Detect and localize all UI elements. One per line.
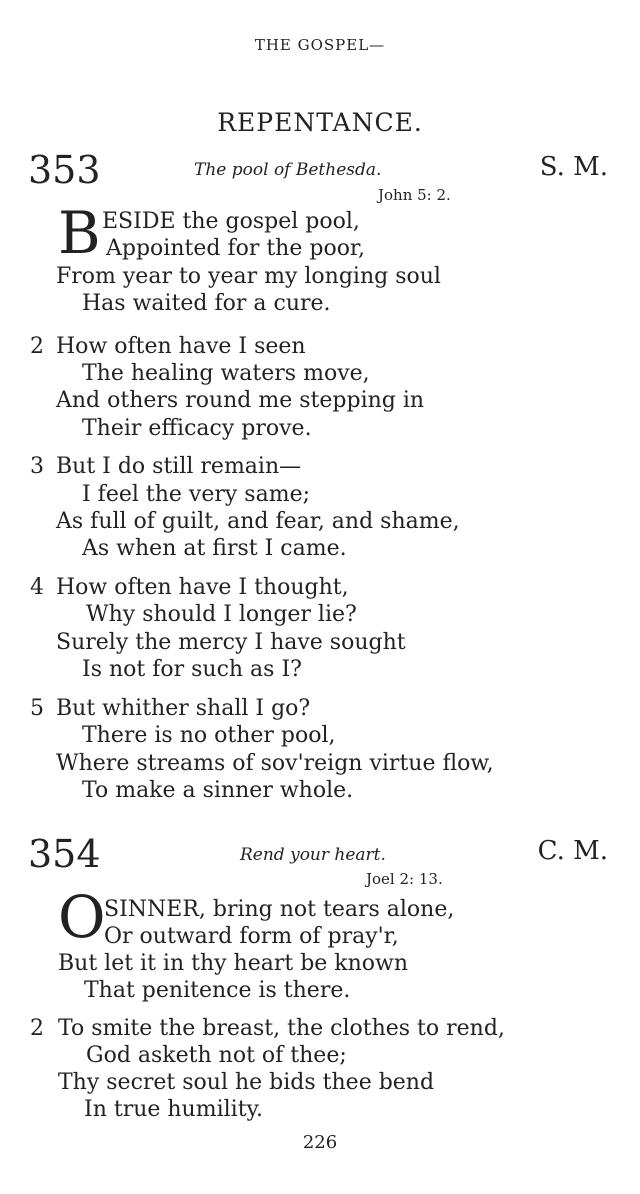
verse-line: I feel the very same; <box>82 482 311 507</box>
drop-cap: O <box>58 883 106 951</box>
scripture-reference: Joel 2: 13. <box>366 870 443 888</box>
verse-line: Is not for such as I? <box>82 657 302 682</box>
drop-cap: B <box>58 199 101 267</box>
verse-line: And others round me stepping in <box>56 388 425 413</box>
verse-number: 5 <box>30 696 44 721</box>
verse-number: 2 <box>30 1016 44 1041</box>
verse-line: To make a sinner whole. <box>82 778 354 803</box>
verse-line: But whither shall I go? <box>56 696 311 721</box>
hymn-number: 354 <box>28 832 101 876</box>
scripture-reference: John 5: 2. <box>378 186 451 204</box>
hymn-number: 353 <box>28 148 101 192</box>
verse-line: Appointed for the poor, <box>106 236 366 261</box>
page-number: 226 <box>302 1132 338 1153</box>
verse-line: Their efficacy prove. <box>82 416 312 441</box>
verse-number: 2 <box>30 334 44 359</box>
verse-line: From year to year my longing soul <box>56 264 441 289</box>
running-head: THE GOSPEL— <box>254 36 386 54</box>
verse-number: 4 <box>30 575 44 600</box>
verse-line: There is no other pool, <box>82 723 336 748</box>
verse-line: Why should I longer lie? <box>86 602 357 627</box>
verse-line: Thy secret soul he bids thee bend <box>58 1070 435 1095</box>
hymn-title: Rend your heart. <box>240 845 386 865</box>
verse-line: That penitence is there. <box>84 978 351 1003</box>
verse-line: The healing waters move, <box>82 361 370 386</box>
verse-line: How often have I seen <box>56 334 306 359</box>
verse-number: 3 <box>30 454 44 479</box>
verse-line: How often have I thought, <box>56 575 349 600</box>
hymn-meter: S. M. <box>539 152 608 182</box>
verse-line: ESIDE the gospel pool, <box>102 209 360 234</box>
verse-line: To smite the breast, the clothes to rend, <box>58 1016 505 1041</box>
verse-line: But I do still remain— <box>56 454 302 479</box>
verse-line: Where streams of sov'reign virtue flow, <box>56 751 494 776</box>
verse-line: In true humility. <box>84 1097 264 1122</box>
hymn-title: The pool of Bethesda. <box>194 160 382 180</box>
verse-line: As full of guilt, and fear, and shame, <box>56 509 460 534</box>
verse-line: SINNER, bring not tears alone, <box>104 897 455 922</box>
verse-line: But let it in thy heart be known <box>58 951 409 976</box>
verse-line: Surely the mercy I have sought <box>56 630 406 655</box>
verse-line: As when at first I came. <box>82 536 347 561</box>
hymn-meter: C. M. <box>537 836 608 866</box>
verse-line: God asketh not of thee; <box>86 1043 347 1068</box>
verse-line: Or outward form of pray'r, <box>104 924 399 949</box>
section-title: REPENTANCE. <box>217 108 423 137</box>
verse-line: Has waited for a cure. <box>82 291 331 316</box>
